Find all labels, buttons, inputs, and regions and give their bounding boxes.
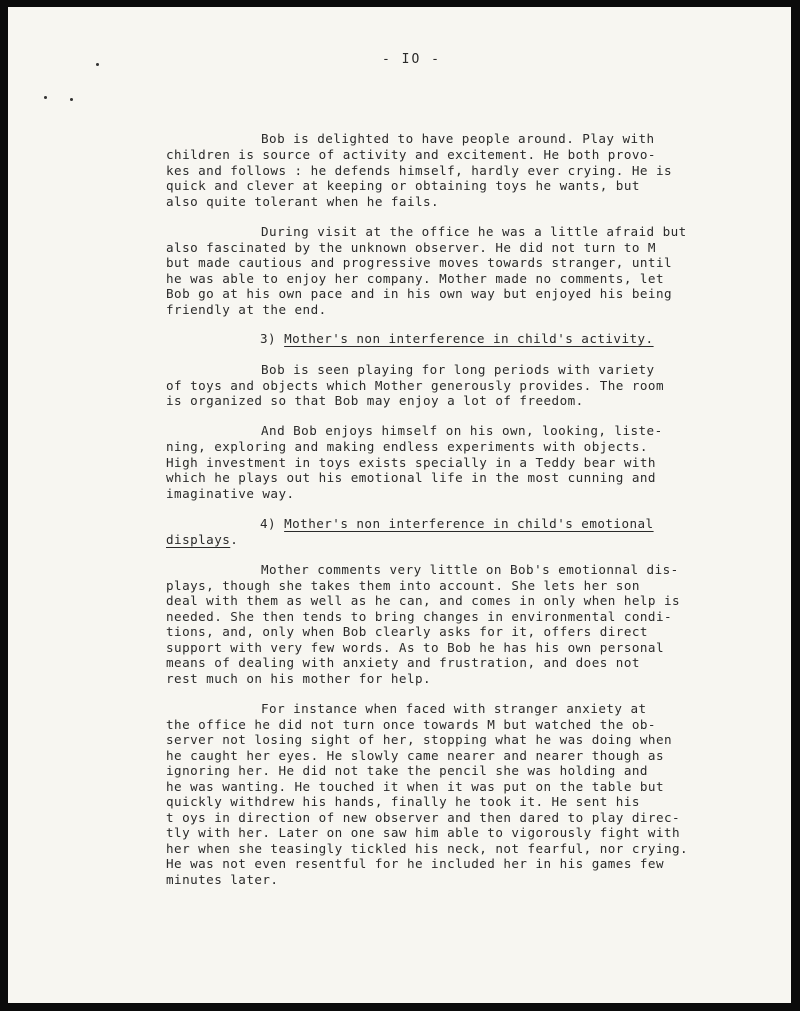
text-line: He was not even resentful for he included her in his games few	[166, 856, 664, 871]
text-line: deal with them as well as he can, and comes in only when help is	[166, 593, 681, 608]
text-line: kes and follows : he defends himself, hardly ever crying. He is	[166, 163, 673, 178]
section-title-cont: displays	[166, 532, 231, 547]
text-line: he caught her eyes. He slowly came nearer and nearer though as	[166, 748, 664, 763]
text-line: imaginative way.	[166, 486, 295, 501]
text-line: means of dealing with anxiety and frustration, and does not	[166, 655, 640, 670]
text-line: Bob is delighted to have people around. Play with	[261, 131, 655, 146]
text-line: Mother comments very little on Bob's emotionnal dis-	[261, 562, 679, 577]
text-line: Bob is seen playing for long periods with variety	[261, 362, 655, 377]
margin-speck	[44, 96, 47, 99]
section-heading-4-cont	[166, 532, 238, 547]
text-line: minutes later.	[166, 872, 279, 887]
text-line: of toys and objects which Mother generously provides. The room	[166, 378, 664, 393]
section-heading-4	[260, 516, 654, 531]
text-line: server not losing sight of her, stopping what he was doing when	[166, 732, 673, 747]
text-line: which he plays out his emotional life in the most cunning and	[166, 470, 656, 485]
text-line: And Bob enjoys himself on his own, looking, liste-	[261, 423, 663, 438]
text-line: also quite tolerant when he fails.	[166, 194, 440, 209]
text-line: needed. She then tends to bring changes in environmental condi-	[166, 609, 673, 624]
page-number: - IO -	[382, 52, 441, 67]
section-title: Mother's non interference in child's activity.	[284, 331, 654, 346]
text-line: ning, exploring and making endless experiments with objects.	[166, 439, 648, 454]
text-line: the office he did not turn once towards M but watched the ob-	[166, 717, 656, 732]
text-line: he was able to enjoy her company. Mother made no comments, let	[166, 271, 664, 286]
text-line: ignoring her. He did not take the pencil she was holding and	[166, 763, 648, 778]
text-line: also fascinated by the unknown observer. He did not turn to M	[166, 240, 656, 255]
text-line: children is source of activity and excitement. He both provo-	[166, 147, 656, 162]
text-line: quick and clever at keeping or obtaining toys he wants, but	[166, 178, 640, 193]
section-title: Mother's non interference in child's emotional	[284, 516, 654, 531]
section-heading-3	[260, 331, 654, 346]
section-number: 4)	[260, 516, 285, 531]
text-line: tions, and, only when Bob clearly asks for it, offers direct	[166, 624, 648, 639]
text-line: is organized so that Bob may enjoy a lot of freedom.	[166, 393, 584, 408]
section-number: 3)	[260, 331, 285, 346]
text-line: t oys in direction of new observer and then dared to play direc-	[166, 810, 681, 825]
text-line: quickly withdrew his hands, finally he took it. He sent his	[166, 794, 640, 809]
text-line: plays, though she takes them into account. She lets her son	[166, 578, 640, 593]
text-line: friendly at the end.	[166, 302, 327, 317]
text-line: For instance when faced with stranger anxiety at	[261, 701, 647, 716]
text-line: tly with her. Later on one saw him able to vigorously fight with	[166, 825, 681, 840]
margin-speck	[96, 63, 99, 66]
text-line: rest much on his mother for help.	[166, 671, 432, 686]
margin-speck	[70, 98, 73, 101]
document-page	[8, 7, 791, 1003]
text-line: but made cautious and progressive moves towards stranger, until	[166, 255, 673, 270]
text-line: High investment in toys exists specially in a Teddy bear with	[166, 455, 656, 470]
text-line: support with very few words. As to Bob he has his own personal	[166, 640, 664, 655]
text-line: her when she teasingly tickled his neck, not fearful, nor crying.	[166, 841, 689, 856]
text-line: Bob go at his own pace and in his own way but enjoyed his being	[166, 286, 673, 301]
text-line: During visit at the office he was a little afraid but	[261, 224, 687, 239]
section-title-period: .	[230, 532, 239, 547]
text-line: he was wanting. He touched it when it was put on the table but	[166, 779, 664, 794]
